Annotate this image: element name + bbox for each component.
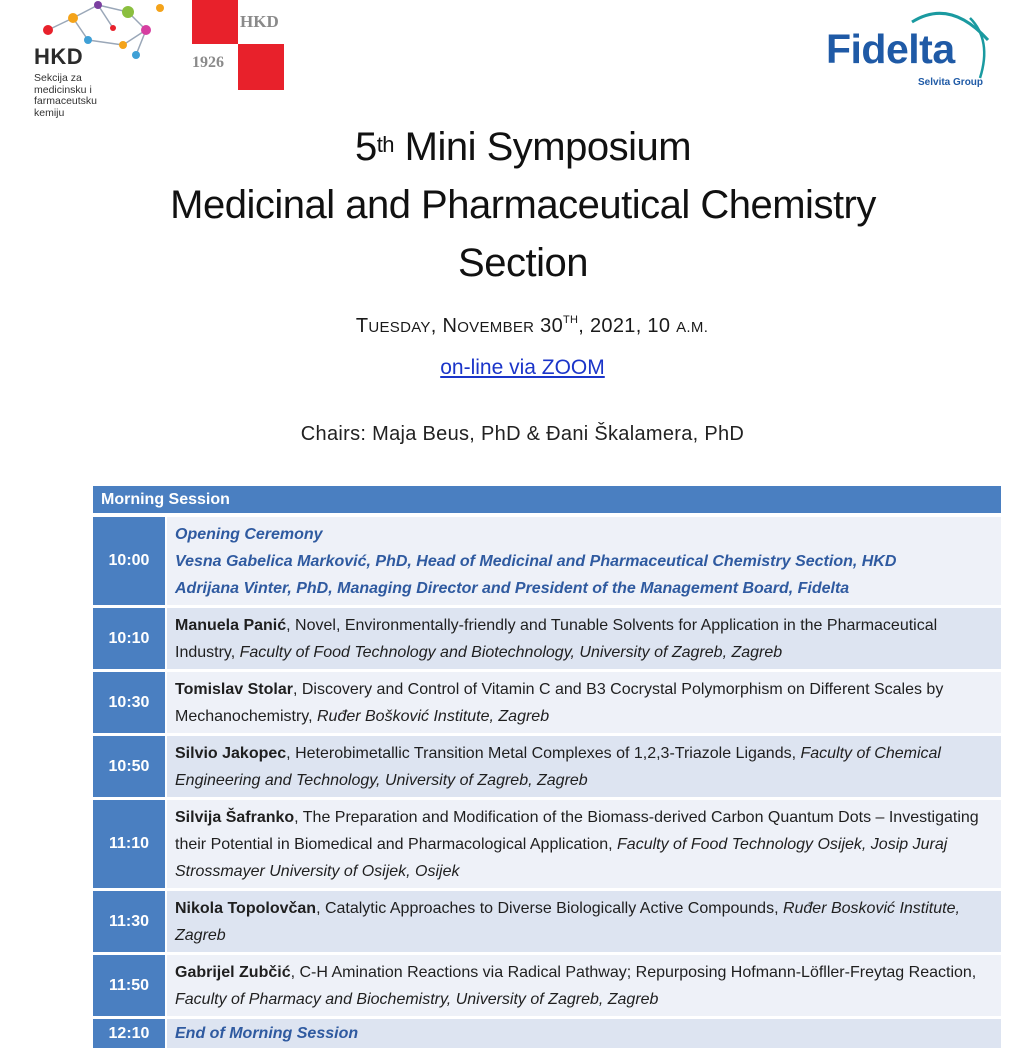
program-cell: End of Morning Session	[167, 1019, 1001, 1048]
program-cell: Manuela Panić, Novel, Environmentally-friendly and Tunable Solvents for Application in the Pharmaceutical Industry, Faculty of Food Technology and Biotechnology, University of Zagreb, Zagreb	[167, 608, 1001, 669]
fidelta-logo	[820, 0, 1000, 95]
program-cell: Nikola Topolovčan, Catalytic Approaches to Diverse Biologically Active Compounds, Ruđer Bosković Institute, Zagreb	[167, 891, 1001, 952]
time-cell: 10:50	[93, 736, 165, 797]
program-cell: Silvio Jakopec, Heterobimetallic Transition Metal Complexes of 1,2,3-Triazole Ligands, Faculty of Chemical Engineering and Technology, University of Zagreb, Zagreb	[167, 736, 1001, 797]
title-line-1: 5th Mini Symposium	[354, 125, 692, 169]
program-cell: Gabrijel Zubčić, C-H Amination Reactions via Radical Pathway; Repurposing Hofmann-Löfller-Freytag Reaction, Faculty of Pharmacy and Biochemistry, University of Zagreb, Zagreb	[167, 955, 1001, 1016]
title-line-3: Section	[458, 241, 588, 285]
time-cell: 12:10	[93, 1019, 165, 1048]
hkd-crest-year: 1926	[192, 54, 224, 71]
time-cell: 11:50	[93, 955, 165, 1016]
program-cell: Opening Ceremony Vesna Gabelica Marković, PhD, Head of Medicinal and Pharmaceutical Chemistry Section, HKD Adrijana Vinter, PhD, Managing Director and President of the Management Board, Fidelta	[167, 517, 1001, 605]
time-cell: 11:30	[93, 891, 165, 952]
hkd-subtitle: Sekcija za medicinsku i farmaceutsku kemiju	[34, 72, 98, 119]
program-cell: Silvija Šafranko, The Preparation and Modification of the Biomass-derived Carbon Quantum Dots – Investigating their Potential in Biomedical and Pharmacological Application, Faculty of Food Technology Osijek, Josip Juraj Strossmayer University of Osijek, Osijek	[167, 800, 1001, 888]
table-row	[93, 517, 1001, 605]
symposium-title	[0, 118, 1026, 292]
table-row	[93, 608, 1001, 669]
table-row	[93, 891, 1001, 952]
time-cell: 11:10	[93, 800, 165, 888]
title-line-2: Medicinal and Pharmaceutical Chemistry	[170, 183, 876, 227]
table-row	[93, 1019, 1001, 1048]
hkd-section-logo	[28, 0, 198, 135]
time-cell: 10:30	[93, 672, 165, 733]
table-row	[93, 672, 1001, 733]
session-header: Morning Session	[93, 486, 1001, 513]
program-cell: Tomislav Stolar, Discovery and Control of Vitamin C and B3 Cocrystal Polymorphism on Different Scales by Mechanochemistry, Ruđer Bošković Institute, Zagreb	[167, 672, 1001, 733]
hkd-crest-abbr: HKD	[240, 12, 279, 31]
fidelta-group: Selvita Group	[918, 77, 984, 88]
time-cell: 10:00	[93, 517, 165, 605]
table-row	[93, 800, 1001, 888]
table-row	[93, 736, 1001, 797]
event-date: TUESDAY, NOVEMBER 30TH, 2021, 10 A.M.	[355, 314, 709, 337]
hkd-crest-logo	[192, 0, 288, 90]
time-cell: 10:10	[93, 608, 165, 669]
table-row	[93, 955, 1001, 1016]
schedule-table	[93, 486, 1001, 1051]
hkd-abbr: HKD	[34, 44, 84, 69]
fidelta-name: Fidelta	[826, 26, 955, 72]
zoom-link[interactable]: on-line via ZOOM	[440, 356, 605, 379]
chairs-line: Chairs: Maja Beus, PhD & Đani Škalamera, PhD	[300, 423, 745, 445]
zoom-link-container	[0, 356, 1026, 380]
